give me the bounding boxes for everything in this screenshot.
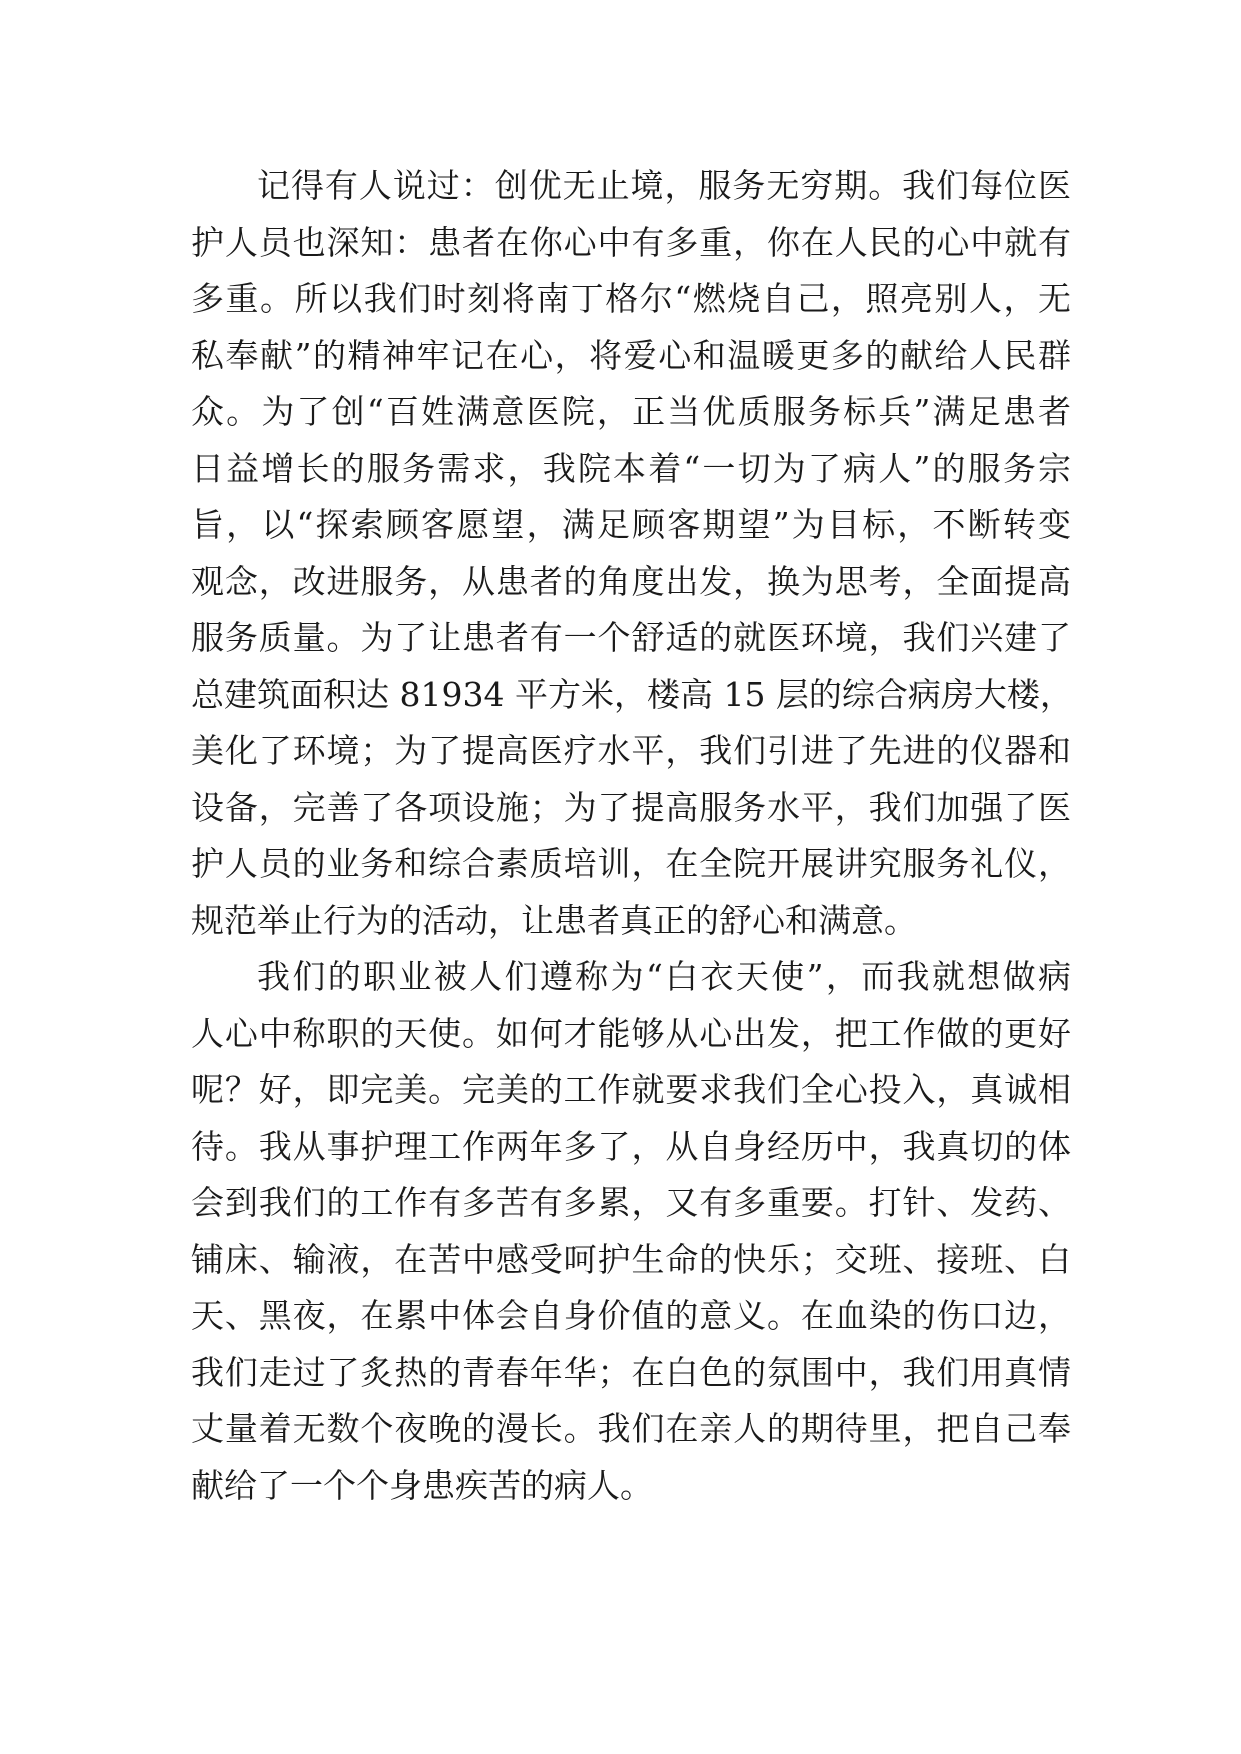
text-line: 设备，完善了各项设施；为了提高服务水平，我们加强了医 <box>191 787 1071 827</box>
text-line: 观念，改进服务，从患者的角度出发，换为思考，全面提高 <box>191 561 1071 601</box>
text-line: 日益增长的服务需求，我院本着“一切为了病人”的服务宗 <box>191 448 1071 488</box>
text-line: 服务质量。为了让患者有一个舒适的就医环境，我们兴建了 <box>191 618 1071 657</box>
text-line: 人心中称职的天使。如何才能够从心出发，把工作做的更好 <box>191 1013 1071 1053</box>
text-line: 会到我们的工作有多苦有多累，又有多重要。打针、发药、 <box>191 1183 1071 1222</box>
paragraph-1 <box>191 158 1071 949</box>
text-line: 记得有人说过：创优无止境，服务无穷期。我们每位医 <box>257 166 1071 205</box>
text-line: 铺床、输液，在苦中感受呵护生命的快乐；交班、接班、白 <box>191 1239 1071 1279</box>
text-line: 多重。所以我们时刻将南丁格尔“燃烧自己，照亮别人，无 <box>191 279 1071 318</box>
text-line: 美化了环境；为了提高医疗水平，我们引进了先进的仪器和 <box>191 731 1071 770</box>
text-line: 呢？好，即完美。完美的工作就要求我们全心投入，真诚相 <box>191 1070 1071 1109</box>
text-line: 众。为了创“百姓满意医院，正当优质服务标兵”满足患者 <box>191 392 1071 431</box>
text-line: 待。我从事护理工作两年多了，从自身经历中，我真切的体 <box>191 1126 1071 1166</box>
text-line: 总建筑面积达 81934 平方米，楼高 15 层的综合病房大楼， <box>191 674 1073 714</box>
text-line: 私奉献”的精神牢记在心，将爱心和温暖更多的献给人民群 <box>191 335 1071 375</box>
paragraph-2 <box>191 949 1071 1514</box>
text-line: 我们的职业被人们遵称为“白衣天使”，而我就想做病 <box>257 957 1071 996</box>
text-line: 规范举止行为的活动，让患者真正的舒心和满意。 <box>191 900 917 940</box>
text-line: 献给了一个个身患疾苦的病人。 <box>191 1465 653 1505</box>
text-line: 天、黑夜，在累中体会自身价值的意义。在血染的伤口边， <box>191 1296 1071 1335</box>
text-line: 旨，以“探索顾客愿望，满足顾客期望”为目标，不断转变 <box>191 505 1071 544</box>
text-line: 护人员的业务和综合素质培训，在全院开展讲究服务礼仪， <box>191 844 1071 883</box>
text-line: 我们走过了炙热的青春年华；在白色的氛围中，我们用真情 <box>191 1352 1071 1392</box>
text-line: 护人员也深知：患者在你心中有多重，你在人民的心中就有 <box>191 222 1071 262</box>
document-body <box>191 158 1071 1514</box>
text-line: 丈量着无数个夜晚的漫长。我们在亲人的期待里，把自己奉 <box>191 1409 1071 1448</box>
